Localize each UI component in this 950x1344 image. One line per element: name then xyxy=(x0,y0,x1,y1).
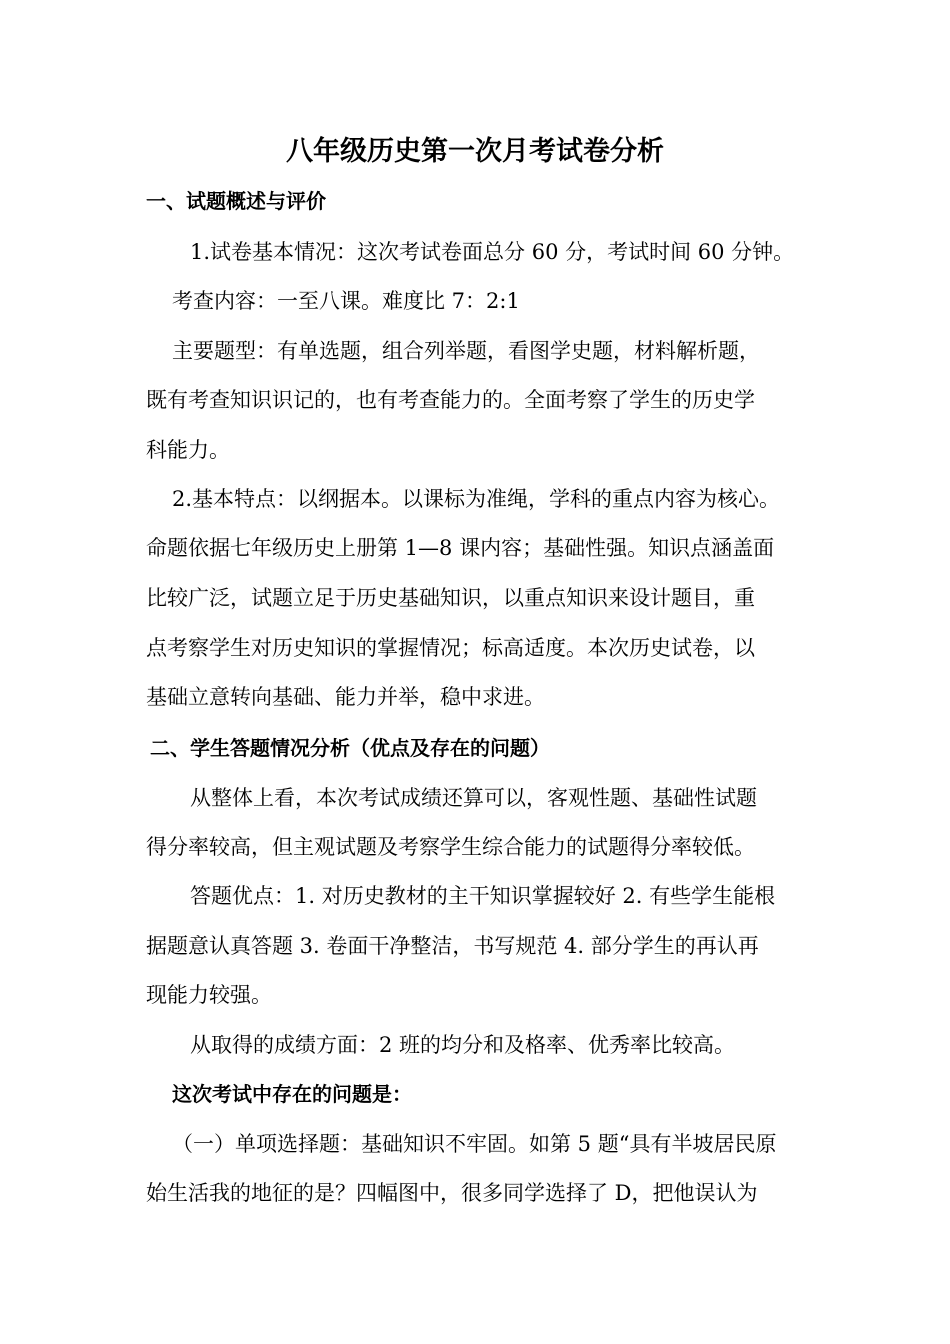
paragraph-line: （一）单项选择题：基础知识不牢固。如第 5 题“具有半坡居民原 xyxy=(172,1132,777,1156)
paragraph-line: 点考察学生对历史知识的掌握情况；标高适度。本次历史试卷，以 xyxy=(146,636,755,660)
section-heading-analysis: 二、学生答题情况分析（优点及存在的问题） xyxy=(150,736,550,760)
paragraph-line: 现能力较强。 xyxy=(146,983,272,1007)
paragraph-line: 得分率较高，但主观试题及考察学生综合能力的试题得分率较低。 xyxy=(146,835,755,859)
paragraph-line: 始生活我的地征的是？四幅图中，很多同学选择了 D，把他误认为 xyxy=(146,1181,758,1205)
problems-heading: 这次考试中存在的问题是： xyxy=(172,1082,412,1106)
paragraph-line: 1.试卷基本情况：这次考试卷面总分 60 分，考试时间 60 分钟。 xyxy=(190,240,795,264)
paragraph-line: 命题依据七年级历史上册第 1—8 课内容；基础性强。知识点涵盖面 xyxy=(146,536,775,560)
paragraph-line: 基础立意转向基础、能力并举，稳中求进。 xyxy=(146,685,545,709)
paragraph-line: 考查内容：一至八课。难度比 7：2:1 xyxy=(172,289,520,313)
document-title: 八年级历史第一次月考试卷分析 xyxy=(286,136,664,167)
section-heading-overview: 一、试题概述与评价 xyxy=(146,189,326,213)
paragraph-line: 从整体上看，本次考试成绩还算可以，客观性题、基础性试题 xyxy=(190,786,757,810)
paragraph-line: 既有考查知识识记的，也有考查能力的。全面考察了学生的历史学 xyxy=(146,388,755,412)
paragraph-line: 从取得的成绩方面：2 班的均分和及格率、优秀率比较高。 xyxy=(190,1033,736,1057)
paragraph-line: 比较广泛，试题立足于历史基础知识，以重点知识来设计题目，重 xyxy=(146,586,755,610)
paragraph-line: 答题优点：1. 对历史教材的主干知识掌握较好 2. 有些学生能根 xyxy=(190,884,776,908)
paragraph-line: 2.基本特点：以纲据本。以课标为准绳，学科的重点内容为核心。 xyxy=(172,487,781,511)
paragraph-line: 据题意认真答题 3. 卷面干净整洁，书写规范 4. 部分学生的再认再 xyxy=(146,934,759,958)
paragraph-line: 主要题型：有单选题，组合列举题，看图学史题，材料解析题， xyxy=(172,339,760,363)
paragraph-line: 科能力。 xyxy=(146,438,230,462)
